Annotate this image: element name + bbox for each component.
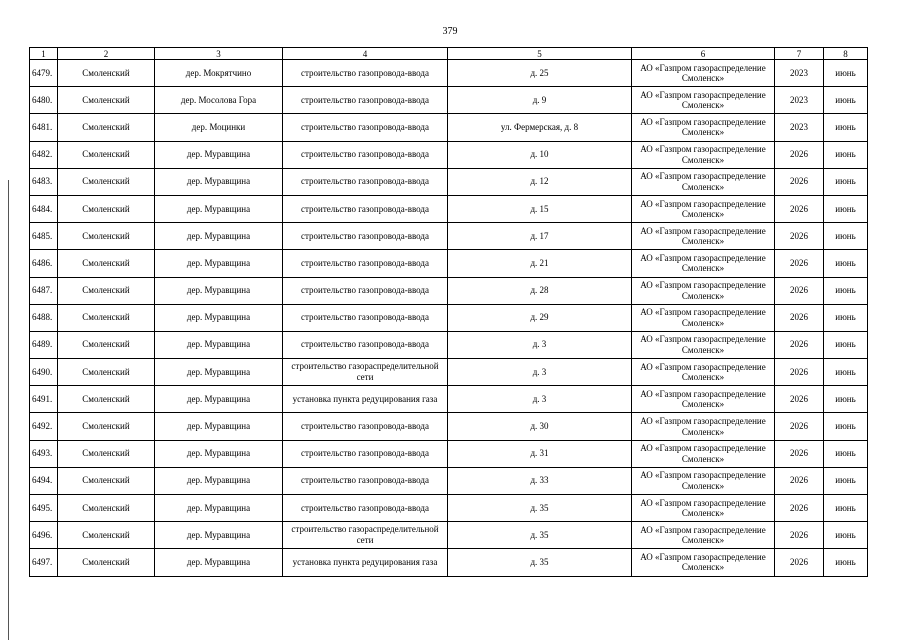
cell-address: д. 33: [448, 467, 632, 494]
header-cell: 2: [58, 48, 155, 60]
cell-settlement: дер. Муравщина: [155, 359, 283, 386]
cell-row-number: 6484.: [30, 195, 58, 222]
header-cell: 4: [283, 48, 448, 60]
cell-row-number: 6492.: [30, 413, 58, 440]
cell-row-number: 6497.: [30, 549, 58, 576]
cell-month: июнь: [824, 331, 868, 358]
cell-work-type: строительство газопровода-ввода: [283, 87, 448, 114]
cell-year: 2026: [775, 440, 824, 467]
cell-month: июнь: [824, 549, 868, 576]
cell-year: 2026: [775, 168, 824, 195]
cell-address: д. 30: [448, 413, 632, 440]
cell-work-type: строительство газопровода-ввода: [283, 250, 448, 277]
cell-month: июнь: [824, 223, 868, 250]
cell-organization: АО «Газпром газораспределение Смоленск»: [632, 87, 775, 114]
cell-month: июнь: [824, 141, 868, 168]
cell-work-type: строительство газопровода-ввода: [283, 223, 448, 250]
cell-district: Смоленский: [58, 168, 155, 195]
cell-settlement: дер. Муравщина: [155, 141, 283, 168]
cell-district: Смоленский: [58, 114, 155, 141]
cell-settlement: дер. Моцинки: [155, 114, 283, 141]
cell-month: июнь: [824, 277, 868, 304]
cell-year: 2026: [775, 386, 824, 413]
cell-district: Смоленский: [58, 250, 155, 277]
cell-address: д. 17: [448, 223, 632, 250]
cell-year: 2026: [775, 331, 824, 358]
cell-settlement: дер. Муравщина: [155, 549, 283, 576]
cell-work-type: строительство газопровода-ввода: [283, 495, 448, 522]
table-row: [30, 467, 868, 494]
cell-row-number: 6490.: [30, 359, 58, 386]
cell-address: д. 35: [448, 549, 632, 576]
cell-settlement: дер. Мосолова Гора: [155, 87, 283, 114]
table-row: [30, 386, 868, 413]
cell-address: д. 10: [448, 141, 632, 168]
cell-settlement: дер. Муравщина: [155, 386, 283, 413]
cell-work-type: строительство газопровода-ввода: [283, 141, 448, 168]
cell-work-type: строительство газопровода-ввода: [283, 331, 448, 358]
cell-settlement: дер. Мокрятчино: [155, 60, 283, 87]
cell-month: июнь: [824, 522, 868, 549]
cell-address: д. 29: [448, 304, 632, 331]
table-row: [30, 549, 868, 576]
cell-year: 2023: [775, 60, 824, 87]
scan-edge-line: [8, 180, 9, 640]
cell-work-type: строительство газораспределительной сети: [283, 359, 448, 386]
cell-year: 2026: [775, 277, 824, 304]
cell-organization: АО «Газпром газораспределение Смоленск»: [632, 495, 775, 522]
cell-month: июнь: [824, 168, 868, 195]
cell-settlement: дер. Муравщина: [155, 168, 283, 195]
cell-month: июнь: [824, 195, 868, 222]
cell-year: 2026: [775, 359, 824, 386]
cell-organization: АО «Газпром газораспределение Смоленск»: [632, 440, 775, 467]
table-body: [30, 60, 868, 577]
cell-row-number: 6488.: [30, 304, 58, 331]
cell-month: июнь: [824, 413, 868, 440]
cell-year: 2026: [775, 522, 824, 549]
cell-district: Смоленский: [58, 331, 155, 358]
cell-year: 2023: [775, 87, 824, 114]
cell-district: Смоленский: [58, 440, 155, 467]
cell-organization: АО «Газпром газораспределение Смоленск»: [632, 141, 775, 168]
cell-month: июнь: [824, 60, 868, 87]
cell-row-number: 6481.: [30, 114, 58, 141]
header-cell: 6: [632, 48, 775, 60]
cell-settlement: дер. Муравщина: [155, 195, 283, 222]
cell-organization: АО «Газпром газораспределение Смоленск»: [632, 413, 775, 440]
cell-address: д. 31: [448, 440, 632, 467]
cell-settlement: дер. Муравщина: [155, 304, 283, 331]
table-row: [30, 440, 868, 467]
table-row: [30, 87, 868, 114]
cell-settlement: дер. Муравщина: [155, 223, 283, 250]
cell-address: ул. Фермерская, д. 8: [448, 114, 632, 141]
cell-organization: АО «Газпром газораспределение Смоленск»: [632, 386, 775, 413]
cell-month: июнь: [824, 386, 868, 413]
cell-settlement: дер. Муравщина: [155, 495, 283, 522]
cell-organization: АО «Газпром газораспределение Смоленск»: [632, 522, 775, 549]
cell-organization: АО «Газпром газораспределение Смоленск»: [632, 223, 775, 250]
cell-organization: АО «Газпром газораспределение Смоленск»: [632, 277, 775, 304]
cell-month: июнь: [824, 495, 868, 522]
cell-year: 2026: [775, 495, 824, 522]
cell-month: июнь: [824, 467, 868, 494]
cell-organization: АО «Газпром газораспределение Смоленск»: [632, 60, 775, 87]
cell-settlement: дер. Муравщина: [155, 331, 283, 358]
table-row: [30, 141, 868, 168]
table-row: [30, 522, 868, 549]
cell-row-number: 6479.: [30, 60, 58, 87]
cell-work-type: строительство газопровода-ввода: [283, 277, 448, 304]
cell-settlement: дер. Муравщина: [155, 250, 283, 277]
cell-district: Смоленский: [58, 467, 155, 494]
cell-year: 2026: [775, 250, 824, 277]
cell-district: Смоленский: [58, 304, 155, 331]
cell-year: 2026: [775, 141, 824, 168]
table-row: [30, 277, 868, 304]
cell-address: д. 35: [448, 522, 632, 549]
cell-address: д. 28: [448, 277, 632, 304]
cell-district: Смоленский: [58, 522, 155, 549]
cell-district: Смоленский: [58, 359, 155, 386]
cell-address: д. 3: [448, 359, 632, 386]
table-row: [30, 60, 868, 87]
table-row: [30, 114, 868, 141]
cell-row-number: 6493.: [30, 440, 58, 467]
cell-work-type: строительство газораспределительной сети: [283, 522, 448, 549]
cell-district: Смоленский: [58, 195, 155, 222]
cell-year: 2026: [775, 467, 824, 494]
cell-district: Смоленский: [58, 386, 155, 413]
cell-address: д. 15: [448, 195, 632, 222]
table-row: [30, 223, 868, 250]
table-row: [30, 250, 868, 277]
header-cell: 8: [824, 48, 868, 60]
table-row: [30, 168, 868, 195]
cell-year: 2023: [775, 114, 824, 141]
cell-district: Смоленский: [58, 60, 155, 87]
table-header-row: [30, 48, 868, 60]
cell-organization: АО «Газпром газораспределение Смоленск»: [632, 549, 775, 576]
cell-row-number: 6494.: [30, 467, 58, 494]
cell-month: июнь: [824, 250, 868, 277]
cell-address: д. 12: [448, 168, 632, 195]
cell-settlement: дер. Муравщина: [155, 522, 283, 549]
cell-work-type: строительство газопровода-ввода: [283, 168, 448, 195]
cell-organization: АО «Газпром газораспределение Смоленск»: [632, 331, 775, 358]
cell-organization: АО «Газпром газораспределение Смоленск»: [632, 168, 775, 195]
cell-work-type: строительство газопровода-ввода: [283, 304, 448, 331]
cell-work-type: строительство газопровода-ввода: [283, 60, 448, 87]
header-cell: 5: [448, 48, 632, 60]
cell-year: 2026: [775, 195, 824, 222]
cell-row-number: 6486.: [30, 250, 58, 277]
cell-district: Смоленский: [58, 87, 155, 114]
cell-organization: АО «Газпром газораспределение Смоленск»: [632, 114, 775, 141]
table-row: [30, 413, 868, 440]
cell-district: Смоленский: [58, 141, 155, 168]
cell-organization: АО «Газпром газораспределение Смоленск»: [632, 304, 775, 331]
cell-row-number: 6495.: [30, 495, 58, 522]
cell-district: Смоленский: [58, 549, 155, 576]
cell-organization: АО «Газпром газораспределение Смоленск»: [632, 467, 775, 494]
cell-row-number: 6487.: [30, 277, 58, 304]
cell-row-number: 6496.: [30, 522, 58, 549]
cell-address: д. 9: [448, 87, 632, 114]
cell-address: д. 35: [448, 495, 632, 522]
cell-row-number: 6489.: [30, 331, 58, 358]
cell-settlement: дер. Муравщина: [155, 277, 283, 304]
cell-month: июнь: [824, 304, 868, 331]
cell-month: июнь: [824, 440, 868, 467]
cell-organization: АО «Газпром газораспределение Смоленск»: [632, 250, 775, 277]
cell-district: Смоленский: [58, 413, 155, 440]
cell-address: д. 3: [448, 386, 632, 413]
cell-address: д. 25: [448, 60, 632, 87]
cell-district: Смоленский: [58, 277, 155, 304]
cell-year: 2026: [775, 549, 824, 576]
cell-row-number: 6482.: [30, 141, 58, 168]
header-cell: 7: [775, 48, 824, 60]
cell-work-type: строительство газопровода-ввода: [283, 114, 448, 141]
cell-month: июнь: [824, 87, 868, 114]
header-cell: 1: [30, 48, 58, 60]
cell-settlement: дер. Муравщина: [155, 440, 283, 467]
cell-work-type: строительство газопровода-ввода: [283, 440, 448, 467]
cell-organization: АО «Газпром газораспределение Смоленск»: [632, 359, 775, 386]
header-cell: 3: [155, 48, 283, 60]
table-row: [30, 331, 868, 358]
cell-row-number: 6480.: [30, 87, 58, 114]
cell-work-type: строительство газопровода-ввода: [283, 413, 448, 440]
cell-organization: АО «Газпром газораспределение Смоленск»: [632, 195, 775, 222]
cell-row-number: 6491.: [30, 386, 58, 413]
table-row: [30, 304, 868, 331]
cell-address: д. 3: [448, 331, 632, 358]
data-table: [29, 47, 868, 577]
cell-row-number: 6483.: [30, 168, 58, 195]
cell-work-type: строительство газопровода-ввода: [283, 195, 448, 222]
page-number: 379: [442, 26, 458, 37]
cell-row-number: 6485.: [30, 223, 58, 250]
cell-month: июнь: [824, 114, 868, 141]
table-row: [30, 195, 868, 222]
cell-month: июнь: [824, 359, 868, 386]
cell-year: 2026: [775, 413, 824, 440]
cell-work-type: установка пункта редуцирования газа: [283, 386, 448, 413]
cell-work-type: установка пункта редуцирования газа: [283, 549, 448, 576]
cell-year: 2026: [775, 304, 824, 331]
cell-address: д. 21: [448, 250, 632, 277]
cell-work-type: строительство газопровода-ввода: [283, 467, 448, 494]
cell-settlement: дер. Муравщина: [155, 467, 283, 494]
cell-year: 2026: [775, 223, 824, 250]
cell-district: Смоленский: [58, 223, 155, 250]
table-row: [30, 495, 868, 522]
cell-district: Смоленский: [58, 495, 155, 522]
cell-settlement: дер. Муравщина: [155, 413, 283, 440]
table-row: [30, 359, 868, 386]
